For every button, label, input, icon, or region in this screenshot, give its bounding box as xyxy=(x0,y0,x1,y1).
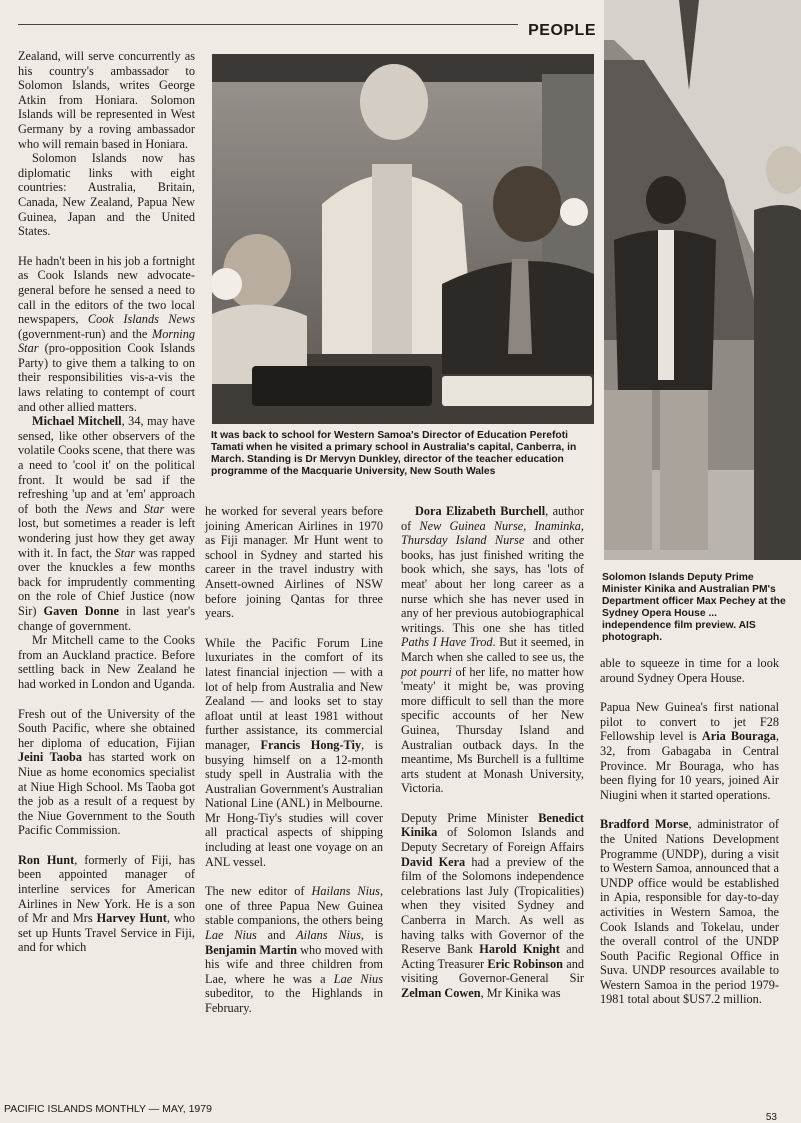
col2-paragraph-2: While the Pacific Forum Line luxuriates in the comfort of its latest financial injection — with a lot of help from Australia and New Zealand — and looks set to stay afloat until at least 1981 without further assistance, its commercial manager, Francis Hong-Tiy, is busying himself on a 12-month study spell in Australia with the Australian Government's Australian National Line (ANL) in Melbourne. Mr Hong-Tiy's studies will cover all practical aspects of shipping including at least one voyage on an ANL vessel. xyxy=(205,635,383,869)
col1-paragraph-1: Zealand, will serve concurrently as his country's ambassador to Solomon Islands, writes George Atkin from Honiara. Solomon Islands will be represented in West Germany by a roving ambassador who will remain based in Honiara. xyxy=(18,49,195,151)
column-1 xyxy=(18,49,195,955)
col1-paragraph-6: Fresh out of the University of the South Pacific, where she obtained her diploma of education, Fijian Jeini Taoba has started work on Niue as home economics specialist at Niue High School. Ms Taoba got the job as a result of a request by the Niue Government to the South Pacific Commission. xyxy=(18,706,195,838)
col3-paragraph-2: Deputy Prime Minister Benedict Kinika of Solomon Islands and Deputy Secretary of Foreign Affairs David Kera had a preview of the film of the Solomons independence celebrations last July (Tropicalities) when they visited Sydney and Canberra in March. As well as having talks with Governor of the Reserve Bank Harold Knight and Acting Treasurer Eric Robinson and visiting Governor-General Sir Zelman Cowen, Mr Kinika was xyxy=(401,810,584,1000)
col2-paragraph-3: The new editor of Hailans Nius, one of three Papua New Guinea stable companions, the others being Lae Nius and Ailans Nius, is Benjamin Martin who moved with his wife and three children from Lae, where he was a Lae Nius subeditor, to the Highlands in February. xyxy=(205,884,384,1015)
col1-paragraph-4: Michael Mitchell, 34, may have sensed, like other observers of the volatile Cooks scene, that there was a need to 'cool it' on the political front. It would be sad if the refreshing 'up and at 'em' approach of both the News and Star were lost, but sometimes a reader is left wondering just how they get away with it. In fact, the Star was rapped over the knuckles a few months back for imprudently commenting on the role of Chief Justice (now Sir) Gaven Donne in last year's change of government. xyxy=(18,414,195,633)
column-4 xyxy=(600,656,779,1007)
col4-paragraph-1: able to squeeze in time for a look around Sydney Opera House. xyxy=(600,656,779,685)
col1-paragraph-5: Mr Mitchell came to the Cooks from an Auckland practice. Before settling back in New Zealand he had worked in London and Uganda. xyxy=(18,633,195,691)
col4-paragraph-2: Papua New Guinea's first national pilot to convert to jet F28 Fellowship level is Aria Bouraga, 32, from Gabagaba in Central Province. Mr Bouraga, who has been flying for 10 years, joined Air Niugini when it started operations. xyxy=(600,700,779,802)
opera-house-photo xyxy=(604,0,801,560)
col3-paragraph-1: Dora Elizabeth Burchell, author of New Guinea Nurse, Inaminka, Thursday Island Nurse and other books, has just finished writing the book which, she says, has 'lots of meat' about her long career as a nurse which she has never used in any of her previous autobiographical writings. This one she has titled Paths I Have Trod. But it seemed, in March when she called to see us, the pot pourri of her life, no matter how 'meaty' it might be, was proving more difficult to sell than the more specific accounts of her New Guinea, Thursday Island and Australian outback days. In the meantime, Ms Burchell is a fulltime arts student at Monash University, Victoria. xyxy=(401,504,585,796)
page-footer: PACIFIC ISLANDS MONTHLY — MAY, 1979 xyxy=(4,1103,212,1115)
col1-paragraph-7: Ron Hunt, formerly of Fiji, has been appointed manager of interline services for American Airlines in New York. He is a son of Mr and Mrs Harvey Hunt, who set up Hunts Travel Service in Fiji, and for which xyxy=(18,852,196,955)
page-number: 53 xyxy=(765,1112,777,1123)
opera-house-photo-illustration xyxy=(604,0,801,560)
classroom-photo-illustration xyxy=(212,54,594,424)
col1-paragraph-3: He hadn't been in his job a fortnight as Cook Islands new advocate-general before he sensed a need to call in the editors of the two local newspapers, Cook Islands News (government-run) and the Morning Star (pro-opposition Cook Islands Party) to give them a talking to on their responsibilities vis-a-vis the laws relating to contempt of court and other allied matters. xyxy=(18,253,196,414)
column-3 xyxy=(401,504,584,1001)
classroom-photo xyxy=(212,54,594,424)
col2-paragraph-1: he worked for several years before joining American Airlines in 1970 as Fiji manager. Mr Hunt went to school in Sydney and started his career in the travel industry with Ansett-owned Airlines of NSW before joining Qantas for three years. xyxy=(205,504,383,621)
section-title: PEOPLE xyxy=(528,22,596,39)
header-rule xyxy=(18,24,518,25)
classroom-photo-caption: It was back to school for Western Samoa's Director of Education Perefoti Tamati when he visited a primary school in Australia's capital, Canberra, in March. Standing is Dr Mervyn Dunkley, director of the teacher education programme of the Macquarie University, New South Wales xyxy=(211,430,577,477)
col4-paragraph-3: Bradford Morse, administrator of the United Nations Development Programme (UNDP), during a visit to Western Samoa, announced that a UNDP office would be established in Apia, responsible for day-to-day activities in Western Samoa, the Cook Islands and Tokelau, under the overall control of the UNDP South Pacific Regional Office in Suva. UNDP resources available to Western Samoa in the period 1979-1981 total about $US7.2 million. xyxy=(600,817,779,1007)
opera-house-photo-caption: Solomon Islands Deputy Prime Minister Kinika and Australian PM's Department officer Max Pechey at the Sydney Opera House ... independence film preview. AIS photograph. xyxy=(602,572,786,643)
column-2 xyxy=(205,504,383,1016)
col1-paragraph-2: Solomon Islands now has diplomatic links with eight countries: Australia, Britain, Canada, New Zealand, Papua New Guinea, Japan and the United States. xyxy=(18,151,195,239)
